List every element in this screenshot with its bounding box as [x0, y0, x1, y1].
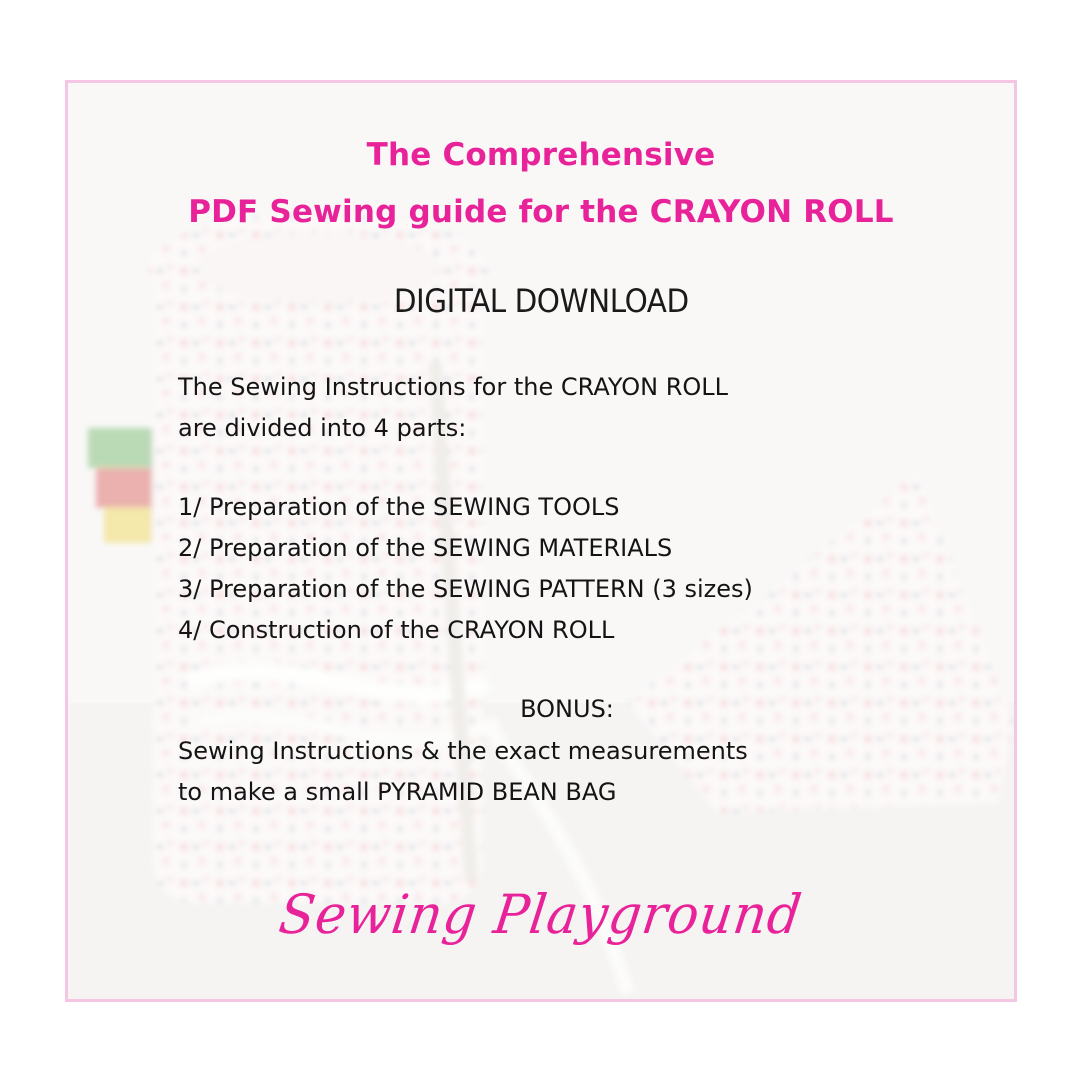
list-item: 2/ Preparation of the SEWING MATERIALS — [178, 534, 673, 562]
list-item: 4/ Construction of the CRAYON ROLL — [178, 616, 615, 644]
list-item: 3/ Preparation of the SEWING PATTERN (3 sizes) — [178, 575, 753, 603]
intro-line-1: The Sewing Instructions for the CRAYON ROLL — [178, 373, 729, 401]
title-line-1: The Comprehensive — [366, 137, 716, 173]
pink-frame — [65, 80, 1017, 1002]
title-line-2: PDF Sewing guide for the CRAYON ROLL — [188, 194, 894, 230]
digital-download-label — [68, 282, 1014, 320]
intro-text — [178, 367, 728, 449]
brand-signature-text: Sewing Playground — [275, 883, 807, 946]
digital-download-text: DIGITAL DOWNLOAD — [393, 282, 689, 320]
intro-line-2: are divided into 4 parts: — [178, 414, 467, 442]
bonus-line-1: Sewing Instructions & the exact measurements — [178, 737, 748, 765]
list-item: 1/ Preparation of the SEWING TOOLS — [178, 493, 620, 521]
brand-signature — [68, 883, 1014, 946]
parts-list — [178, 487, 753, 651]
bonus-text — [178, 731, 748, 813]
bonus-heading: BONUS: — [520, 695, 614, 723]
bonus-line-2: to make a small PYRAMID BEAN BAG — [178, 778, 617, 806]
